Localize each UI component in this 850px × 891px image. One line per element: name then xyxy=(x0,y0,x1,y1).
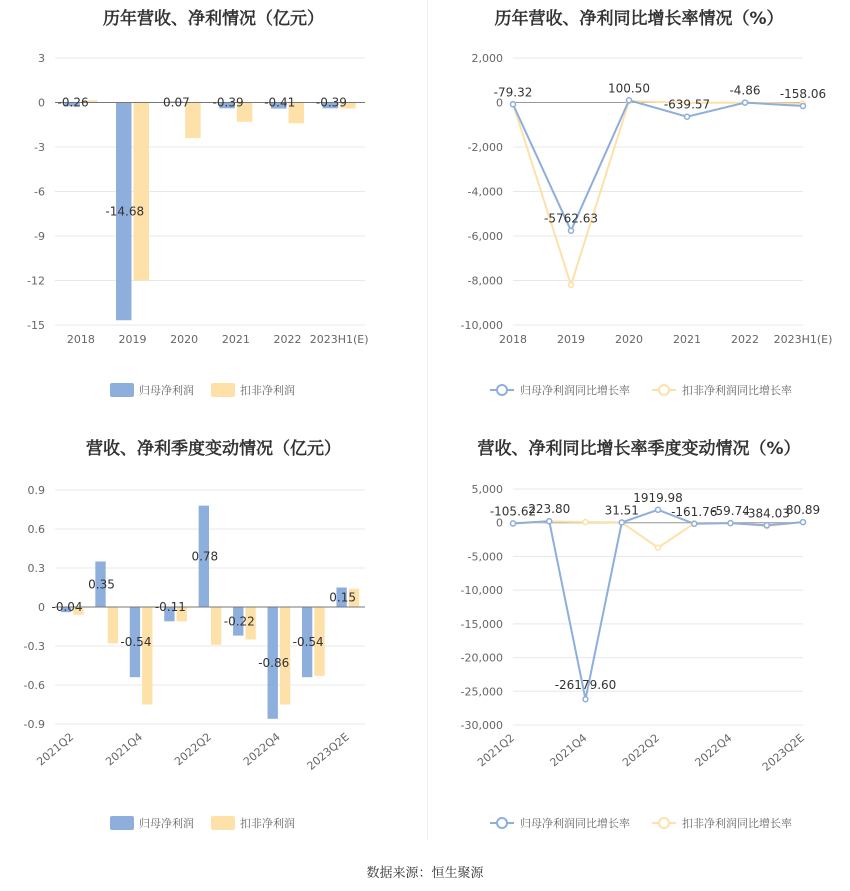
y-tick-label: -25,000 xyxy=(460,685,503,699)
data-label: 0.78 xyxy=(191,549,219,564)
data-label: -14.68 xyxy=(105,204,145,219)
y-tick-label: -10,000 xyxy=(460,584,503,598)
line-point xyxy=(627,98,632,103)
y-tick-label: -0.3 xyxy=(23,640,45,653)
data-label: -0.26 xyxy=(57,95,89,110)
x-tick-label: 2022Q4 xyxy=(241,730,283,769)
data-label: -0.41 xyxy=(264,95,296,110)
annual-growth-line-chart xyxy=(428,0,850,420)
annual-profit-bar-chart xyxy=(0,0,427,420)
y-tick-label: -2,000 xyxy=(467,141,503,154)
chart-title: 历年营收、净利情况（亿元） xyxy=(103,9,324,29)
bar-deducted-net-profit xyxy=(108,607,118,643)
legend-label: 归母净利润同比增长率 xyxy=(520,817,630,830)
line-point xyxy=(685,114,690,119)
line-deducted-growth xyxy=(513,101,803,285)
legend-label: 扣非净利润同比增长率 xyxy=(682,817,792,830)
legend-swatch-blue xyxy=(110,816,134,830)
data-label: 0.07 xyxy=(163,95,190,110)
chart-title: 营收、净利季度变动情况（亿元） xyxy=(86,439,341,459)
data-label: -0.54 xyxy=(292,635,324,650)
quarterly-growth-line-chart xyxy=(428,428,850,848)
quarterly-profit-bar-chart xyxy=(0,428,427,848)
data-label: -0.86 xyxy=(258,655,290,670)
data-label: -105.62 xyxy=(489,504,537,519)
y-tick-label: 2,000 xyxy=(471,52,503,65)
y-tick-label: 0.9 xyxy=(27,484,45,497)
data-label: -639.57 xyxy=(663,97,711,112)
x-tick-label: 2022Q2 xyxy=(172,730,214,769)
y-tick-label: -15,000 xyxy=(460,617,503,631)
x-tick-label: 2021Q2 xyxy=(475,731,517,770)
data-label: -0.39 xyxy=(315,95,347,110)
legend-label: 扣非净利润同比增长率 xyxy=(682,384,792,397)
x-tick-label: 2022Q4 xyxy=(692,731,735,770)
legend-swatch-orange xyxy=(211,816,235,830)
y-tick-label: 5,000 xyxy=(471,483,503,496)
y-tick-label: 0 xyxy=(496,516,503,530)
x-tick-label: 2023Q2E xyxy=(759,731,807,774)
chart-panel-annual-profit xyxy=(0,0,427,420)
y-tick-label: -12 xyxy=(27,274,45,288)
y-tick-label: -9 xyxy=(34,230,45,243)
data-label: -59.74 xyxy=(711,504,750,519)
legend-marker xyxy=(659,385,669,395)
x-tick-label: 2021 xyxy=(221,333,250,346)
data-label: 0.15 xyxy=(329,590,356,605)
x-tick-label: 2020 xyxy=(170,333,199,346)
x-tick-label: 2021Q4 xyxy=(103,730,146,769)
line-point xyxy=(801,520,806,525)
y-tick-label: -6,000 xyxy=(467,230,503,243)
chart-panel-quarterly-growth xyxy=(428,428,850,848)
y-tick-label: 0 xyxy=(496,96,503,110)
data-label: -384.03 xyxy=(743,506,790,521)
y-tick-label: -10,000 xyxy=(460,319,503,332)
data-label: -79.32 xyxy=(493,85,533,100)
y-tick-label: -20,000 xyxy=(460,651,503,665)
x-tick-label: 2018 xyxy=(66,333,95,346)
y-tick-label: 3 xyxy=(38,52,45,65)
y-tick-label: 0.6 xyxy=(27,523,45,536)
line-point xyxy=(511,102,516,107)
legend-label: 归母净利润同比增长率 xyxy=(520,384,630,397)
y-tick-label: -8,000 xyxy=(467,274,503,288)
line-point xyxy=(728,521,733,526)
y-tick-label: 0 xyxy=(38,96,45,110)
x-tick-label: 2023H1(E) xyxy=(309,333,369,346)
data-source-note: 数据来源：恒生聚源 xyxy=(366,866,484,881)
bar-deducted-net-profit xyxy=(211,607,221,645)
x-tick-label: 2020 xyxy=(615,333,643,346)
data-label: 80.89 xyxy=(785,503,821,518)
line-point xyxy=(801,104,806,109)
y-tick-label: -6 xyxy=(34,185,45,199)
line-point xyxy=(656,545,661,550)
bar-deducted-net-profit xyxy=(142,607,152,705)
line-point xyxy=(583,697,588,702)
x-tick-label: 2023Q2E xyxy=(304,730,352,773)
x-tick-label: 2018 xyxy=(499,333,527,346)
line-point xyxy=(547,519,552,524)
data-label: -158.06 xyxy=(779,87,827,102)
y-tick-label: -5,000 xyxy=(467,550,503,564)
data-label: -161.76 xyxy=(671,504,718,519)
data-label: -0.11 xyxy=(154,600,186,614)
y-tick-label: -0.6 xyxy=(23,679,45,692)
line-point xyxy=(656,507,661,512)
data-label: -0.39 xyxy=(212,95,244,110)
x-tick-label: 2021Q4 xyxy=(547,731,590,770)
data-label: -5762.63 xyxy=(544,211,598,226)
line-point xyxy=(511,521,516,526)
y-tick-label: -4,000 xyxy=(467,185,503,199)
bar-deducted-net-profit xyxy=(134,103,150,281)
y-tick-label: -3 xyxy=(34,141,45,154)
line-point xyxy=(692,521,697,526)
line-point xyxy=(619,520,624,525)
line-point xyxy=(569,282,574,287)
data-label: 0.35 xyxy=(88,577,115,592)
x-tick-label: 2019 xyxy=(557,333,585,346)
line-point xyxy=(764,523,769,528)
y-tick-label: -15 xyxy=(27,319,45,332)
data-label: 100.50 xyxy=(608,81,650,96)
x-tick-label: 2022 xyxy=(731,333,759,346)
line-parent-growth xyxy=(513,510,803,699)
chart-panel-quarterly-profit xyxy=(0,428,427,848)
x-tick-label: 2021 xyxy=(673,333,701,346)
legend-swatch-blue xyxy=(110,383,134,397)
legend-label: 归母净利润 xyxy=(139,384,194,397)
data-label: -4.86 xyxy=(729,83,761,98)
legend-label: 归母净利润 xyxy=(139,817,194,830)
line-point xyxy=(583,520,588,525)
data-label: -26179.60 xyxy=(554,678,617,693)
chart-title: 营收、净利同比增长率季度变动情况（%） xyxy=(477,439,801,459)
y-tick-label: 0.3 xyxy=(27,562,45,575)
x-tick-label: 2023H1(E) xyxy=(773,333,833,346)
legend-label: 扣非净利润 xyxy=(240,384,295,397)
legend-marker xyxy=(497,385,507,395)
legend-marker xyxy=(497,818,507,828)
x-tick-label: 2019 xyxy=(118,333,147,346)
x-tick-label: 2022 xyxy=(273,333,302,346)
y-tick-label: 0 xyxy=(38,601,45,614)
data-label: -0.04 xyxy=(51,600,83,614)
x-tick-label: 2022Q2 xyxy=(620,731,662,770)
data-label: 31.51 xyxy=(604,503,639,518)
y-tick-label: -30,000 xyxy=(460,719,503,732)
legend-label: 扣非净利润 xyxy=(240,817,295,830)
y-tick-label: -0.9 xyxy=(23,718,45,731)
x-tick-label: 2021Q2 xyxy=(34,730,77,769)
line-point xyxy=(569,228,574,233)
line-point xyxy=(743,100,748,105)
data-label: -0.22 xyxy=(223,614,255,629)
data-label: 223.80 xyxy=(528,502,571,517)
legend-marker xyxy=(659,818,669,828)
data-label: -0.54 xyxy=(120,635,152,650)
chart-panel-annual-growth xyxy=(428,0,850,420)
chart-title: 历年营收、净利同比增长率情况（%） xyxy=(494,9,784,29)
legend-swatch-orange xyxy=(211,383,235,397)
data-label: 1919.98 xyxy=(633,490,683,505)
